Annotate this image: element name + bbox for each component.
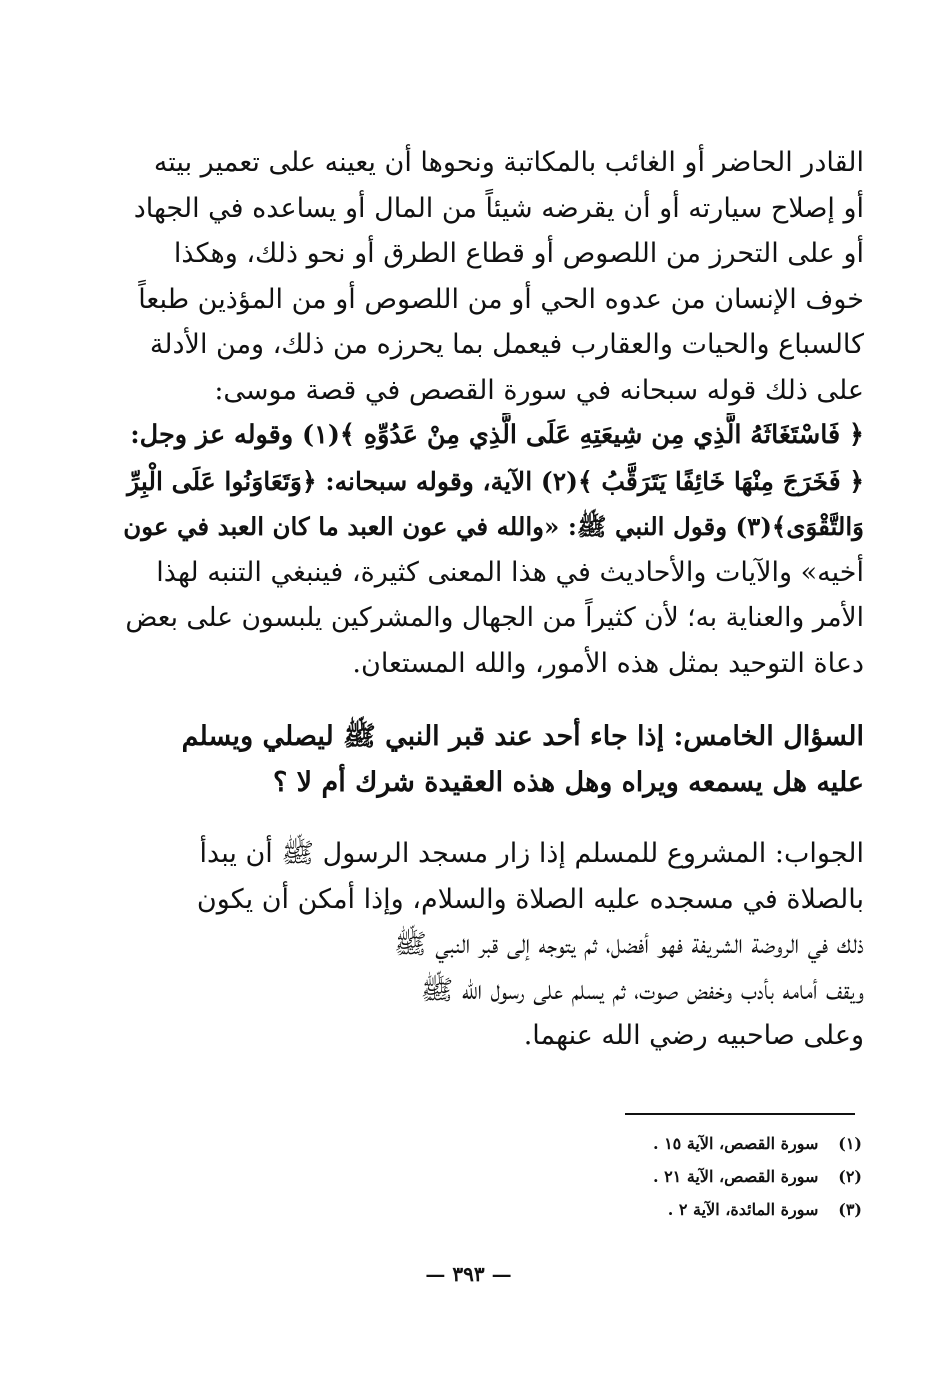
answer-line: ذلك في الروضة الشريفة فهو أفضل، ثم يتوجه إلى قبر النبي ﷺ	[394, 929, 864, 960]
page-body	[122, 140, 864, 1059]
footnote-item	[500, 1160, 862, 1193]
text-line: خوف الإنسان من عدوه الحي أو من اللصوص أو من المؤذين طبعاً	[138, 283, 864, 315]
text-line: على ذلك قوله سبحانه في سورة القصص في قصة موسى:	[214, 374, 864, 406]
answer-line: ويقف أمامه بأدب وخفض صوت، ثم يسلم على رسول الله ﷺ	[420, 974, 864, 1006]
footnote-text: سورة القصص، الآية ١٥ .	[652, 1134, 819, 1153]
answer-line: بالصلاة في مسجده عليه الصلاة والسلام، وإذا أمكن أن يكون	[196, 883, 864, 915]
text-line: دعاة التوحيد بمثل هذه الأمور، والله المستعان.	[352, 647, 864, 679]
footnote-item	[500, 1127, 862, 1160]
text-line: أخيه» والآيات والأحاديث في هذا المعنى كثيرة، فينبغي التنبه لهذا	[156, 556, 864, 588]
page-number: — ٣٩٣ —	[425, 1262, 512, 1286]
text-line: كالسباع والحيات والعقارب فيعمل بما يحرزه من ذلك، ومن الأدلة	[149, 329, 864, 360]
answer-line: الجواب: المشروع للمسلم إذا زار مسجد الرسول ﷺ أن يبدأ	[199, 838, 864, 869]
footnote-item	[500, 1193, 862, 1226]
hadith-line: وَالتَّقْوَى﴾(٣) وقول النبي ﷺ: «والله في عون العبد ما كان العبد في عون	[123, 512, 864, 541]
question-line: السؤال الخامس: إذا جاء أحد عند قبر النبي ﷺ ليصلي ويسلم	[181, 721, 864, 752]
text-line: أو على التحرز من اللصوص أو قطاع الطرق أو نحو ذلك، وهكذا	[173, 238, 864, 269]
text-line: الأمر والعناية به؛ لأن كثيراً من الجهال والمشركين يلبسون على بعض	[125, 602, 864, 633]
footnotes	[500, 1127, 862, 1226]
text-line: أو إصلاح سيارته أو أن يقرضه شيئاً من المال أو يساعده في الجهاد	[133, 192, 864, 224]
footnote-text: سورة القصص، الآية ٢١ .	[652, 1167, 819, 1186]
footnote-divider	[625, 1113, 855, 1115]
quran-verse-line: ﴿ فَاسْتَغَاثَهُ الَّذِي مِن شِيعَتِهِ عَلَى الَّذِي مِنْ عَدُوِّهِ ﴾(١) وقوله عز وجل:	[130, 420, 864, 450]
quran-verse-line: ﴿ فَخَرَجَ مِنْهَا خَائِفًا يَتَرَقَّبُ ﴾(٢) الآية، وقوله سبحانه: ﴿وَتَعَاوَنُوا عَلَى الْبِرِّ	[127, 466, 864, 496]
answer-paragraph	[122, 831, 864, 1059]
answer-line: وعلى صاحبيه رضي الله عنهما.	[523, 1020, 864, 1051]
footnote-text: سورة المائدة، الآية ٢ .	[667, 1200, 819, 1219]
footnote-number: (٢)	[838, 1167, 862, 1186]
body-paragraph	[122, 140, 864, 686]
footnote-number: (١)	[838, 1134, 862, 1153]
question-line: عليه هل يسمعه ويراه وهل هذه العقيدة شرك أم لا ؟	[272, 766, 864, 798]
text-line: القادر الحاضر أو الغائب بالمكاتبة ونحوها أن يعينه على تعمير بيته	[153, 147, 864, 178]
footnote-number: (٣)	[838, 1200, 862, 1219]
question-paragraph	[122, 714, 864, 805]
